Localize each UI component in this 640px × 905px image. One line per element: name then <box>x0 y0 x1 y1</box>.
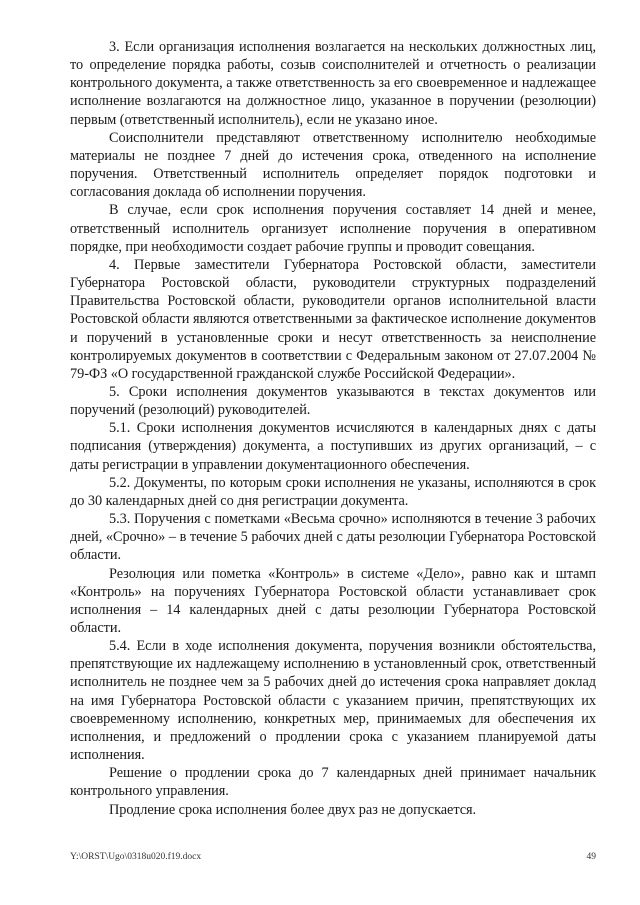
paragraph-extension-limit: Продление срока исполнения более двух раз не допускается. <box>109 801 477 818</box>
paragraph-4-responsibility: 4. Первые заместители Губернатора Ростовской области, заместители Губернатора Ростовской области, руководители структурных подразделений Правительства Ростовской области, руководители органов исполнительной власти Ростовской области являются ответственными за фактическое исполнение документов и поручений в установленные сроки и несут ответственность за неисполнение контролируемых документов в соответствии с Федеральным законом от 27.07.2004 № 79-ФЗ «О государственной гражданской службе Российской Федерации». <box>70 256 596 382</box>
paragraph-coexecutors-materials: Соисполнители представляют ответственному исполнителю необходимые материалы не позднее 7 дней до истечения срока, отведенного на исполнение поручения. Ответственный исполнитель определяет порядок подготовки и согласования доклада об исполнении поручения. <box>70 129 596 201</box>
footer-file-path: Y:\ORST\Ugo\0318u020.f19.docx <box>70 852 202 862</box>
paragraph-extension-decision: Решение о продлении срока до 7 календарных дней принимает начальник контрольного управления. <box>70 765 596 800</box>
paragraph-5-4-extension: 5.4. Если в ходе исполнения документа, поручения возникли обстоятельства, препятствующие их надлежащему исполнению в установленный срок, ответственный исполнитель не позднее чем за 5 рабочих дней до истечения срока направляет доклад на имя Губернатора Ростовской области с указанием причин, препятствующих их своевременному исполнению, конкретных мер, принимаемых для обеспечения их исполнения, и предложений о продлении срока с указанием планируемой даты исполнения. <box>70 638 596 764</box>
paragraph-5-1-calculation: 5.1. Сроки исполнения документов исчисляются в календарных днях с даты подписания (утверждения) документа, а поступивших из других организаций, – с даты регистрации в управлении документационного обеспечения. <box>70 420 596 473</box>
page-number: 49 <box>586 852 596 862</box>
paragraph-5-3-urgent: 5.3. Поручения с пометками «Весьма срочно» исполняются в течение 3 рабочих дней, «Срочно» – в течение 5 рабочих дней с даты резолюции Губернатора Ростовской области. <box>70 511 596 564</box>
paragraph-5-2-default-term: 5.2. Документы, по которым сроки исполнения не указаны, исполняются в срок до 30 календарных дней со дня регистрации документа. <box>70 474 596 509</box>
document-body <box>70 38 596 819</box>
paragraph-3-coexecutors: 3. Если организация исполнения возлагается на нескольких должностных лиц, то определение порядка работы, созыв соисполнителей и отчетность о реализации контрольного документа, а также ответственность за его своевременное и надлежащее исполнение возлагаются на должностное лицо, указанное в поручении (резолюции) первым (ответственный исполнитель), если не указано иное. <box>70 39 596 128</box>
paragraph-short-deadline: В случае, если срок исполнения поручения составляет 14 дней и менее, ответственный исполнитель организует исполнение поручения в оперативном порядке, при необходимости создает рабочие группы и проводит совещания. <box>70 202 596 255</box>
paragraph-5-deadlines: 5. Сроки исполнения документов указываются в текстах документов или поручений (резолюций) руководителей. <box>70 383 596 419</box>
paragraph-control-mark: Резолюция или пометка «Контроль» в системе «Дело», равно как и штамп «Контроль» на поручениях Губернатора Ростовской области устанавливает срок исполнения – 14 календарных дней с даты резолюции Губернатора Ростовской области. <box>70 565 596 636</box>
